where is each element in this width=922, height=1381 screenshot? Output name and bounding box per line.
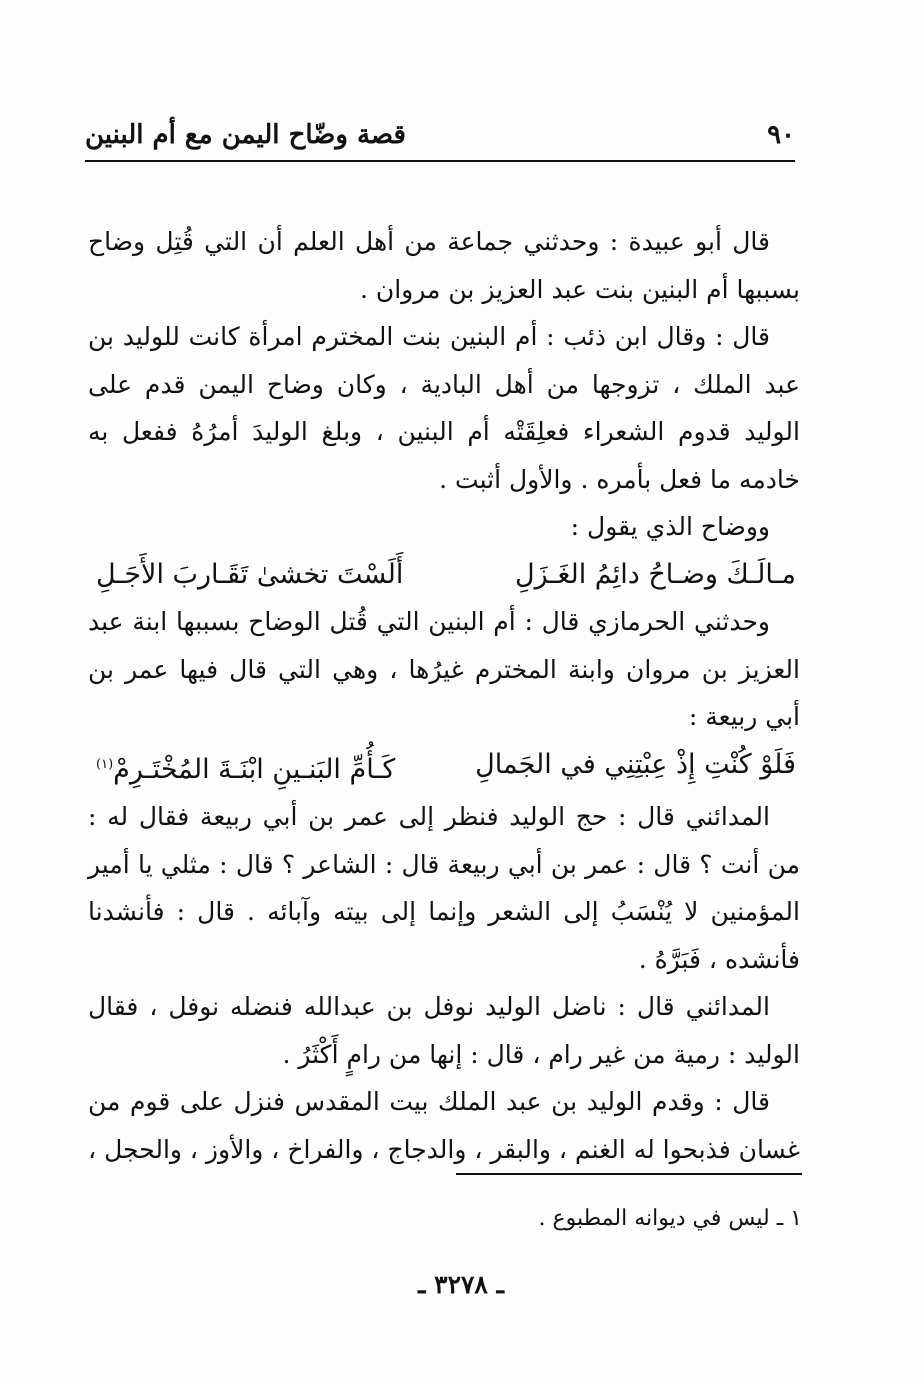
verse-1 [88, 551, 800, 599]
verse-2-first-hemistich: فَلَوْ كُنْتِ إِذْ عِبْتِنِي في الجَمالِ [475, 748, 796, 780]
main-text [88, 218, 800, 1173]
paragraph-5: المدائني قال : حج الوليد فنظر إلى عمر بن أبي ربيعة فقال له : من أنت ؟ قال : عمر بن أبي ربيعة قال : الشاعر ؟ قال : مثلي يا أمير المؤمنين لا يُنْسَبُ إلى الشعر وإنما إلى بيته وآبائه . قال : فأنشدنا فأنشده ، فَبَرَّهُ . [88, 802, 800, 974]
verse-1-first-hemistich: مـالَـكَ وضـاحُ دائِمُ الغَـزَلِ [515, 558, 796, 590]
paragraph-2: قال : وقال ابن ذئب : أم البنين بنت المخترم امرأة كانت للوليد بن عبد الملك ، تزوجها من أهل البادية ، وكان وضاح اليمن قدم على الوليد قدوم الشعراء فعلِقَتْه أم البنين ، وبلغ الوليدَ أمرُهُ ففعل به خادمه ما فعل بأمره . والأول أثبت . [88, 322, 800, 494]
paragraph-4: وحدثني الحرمازي قال : أم البنين التي قُتل الوضاح بسببها ابنة عبد العزيز بن مروان وابنة المخترم غيرُها ، وهي التي قال فيها عمر بن أبي ربيعة : [88, 607, 800, 731]
paragraph-6: المدائني قال : ناضل الوليد نوفل بن عبدالله فنضله نوفل ، فقال الوليد : رمية من غير رام ، قال : إنها من رامٍ أَكْثَرُ . [88, 992, 800, 1069]
header-title: قصة وضّاح اليمن مع أم البنين [85, 120, 406, 150]
verse-2 [88, 741, 800, 794]
footnote-divider [456, 1173, 802, 1175]
verse-2-text: كَـأُمِّ البَنـينِ ابْنَـةَ المُخْتَـرِمْ [113, 753, 396, 785]
paragraph-7: قال : وقدم الوليد بن عبد الملك بيت المقدس فنزل على قوم من غسان فذبحوا له الغنم ، والبقر ، والدجاج ، والفراخ ، والأوز ، والحجل ، [88, 1087, 800, 1164]
running-header [85, 112, 795, 158]
footnote-marker: (١) [96, 756, 114, 772]
paragraph-3: ووضاح الذي يقول : [570, 512, 770, 541]
verse-1-second-hemistich: أَلَسْتَ تخشىٰ تَقَـاربَ الأَجَـلِ [96, 558, 404, 590]
page-number: ـ ٣٢٧٨ ـ [418, 1270, 504, 1299]
footnote: ١ ـ ليس في ديوانه المطبوع . [538, 1206, 802, 1231]
header-divider [85, 160, 795, 162]
header-page-number: ٩٠ [767, 120, 795, 150]
paragraph-1: قال أبو عبيدة : وحدثني جماعة من أهل العلم أن التي قُتِل وضاح بسببها أم البنين بنت عبد العزيز بن مروان . [88, 227, 800, 304]
verse-2-second-hemistich [96, 741, 395, 794]
